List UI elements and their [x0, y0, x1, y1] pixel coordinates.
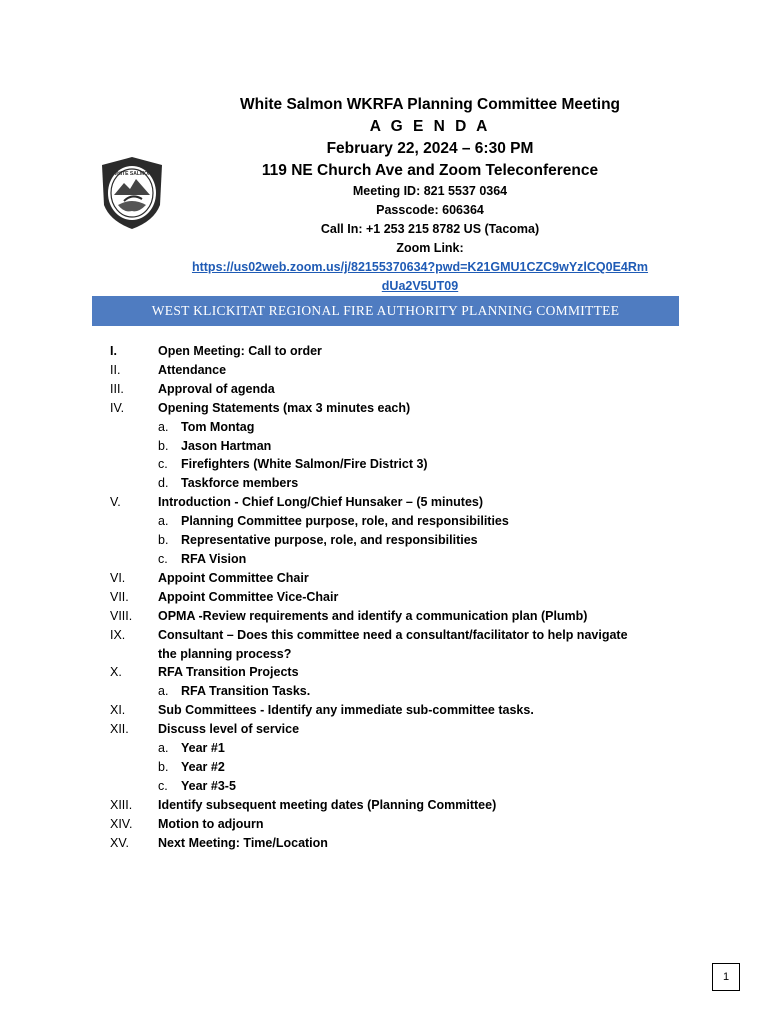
agenda-item-number: XIV. — [110, 816, 133, 831]
agenda-item-number: VIII. — [110, 608, 133, 623]
agenda-item-number: XIII. — [110, 797, 133, 812]
zoom-link[interactable] — [150, 258, 690, 296]
agenda-item — [110, 588, 680, 607]
agenda-item-text: Appoint Committee Vice-Chair — [158, 589, 339, 604]
agenda-subitem — [110, 682, 680, 701]
agenda-subitem-text: Planning Committee purpose, role, and responsibilities — [181, 514, 509, 529]
agenda-subitem-text: Year #2 — [181, 759, 225, 774]
agenda-subitem-letter: d. — [158, 476, 169, 491]
agenda-heading: A G E N D A — [369, 118, 491, 135]
agenda-subitem — [110, 777, 680, 796]
agenda-subitem — [110, 418, 680, 437]
agenda-item — [110, 569, 680, 588]
agenda-item-number: XI. — [110, 703, 126, 718]
agenda-subitem-letter: c. — [158, 778, 168, 793]
meeting-date: February 22, 2024 – 6:30 PM — [326, 140, 534, 157]
agenda-subitem — [110, 550, 680, 569]
agenda-subitem-letter: b. — [158, 759, 169, 774]
agenda-list — [110, 342, 680, 852]
agenda-item — [110, 342, 680, 361]
agenda-item-number: III. — [110, 381, 124, 396]
agenda-item — [110, 493, 680, 512]
agenda-item-text: OPMA -Review requirements and identify a communication plan (Plumb) — [158, 608, 588, 623]
agenda-item — [110, 361, 680, 380]
agenda-item — [110, 834, 680, 853]
agenda-subitem — [110, 531, 680, 550]
agenda-subitem — [110, 437, 680, 456]
meeting-location: 119 NE Church Ave and Zoom Teleconference — [261, 162, 599, 179]
agenda-item — [110, 720, 680, 739]
agenda-item-text: the planning process? — [158, 646, 292, 661]
agenda-item — [110, 701, 680, 720]
agenda-item-number: X. — [110, 665, 122, 680]
agenda-item-number: VI. — [110, 570, 126, 585]
city-seal-icon — [98, 155, 166, 231]
agenda-subitem — [110, 474, 680, 493]
agenda-item-number: II. — [110, 362, 121, 377]
zoom-link-line-1[interactable]: https://us02web.zoom.us/j/82155370634?pwd=K21GMU1CZC9wYzlCQ0E4Rm — [191, 260, 649, 274]
agenda-subitem-text: Year #3-5 — [181, 778, 236, 793]
agenda-subitem-letter: a. — [158, 514, 169, 529]
svg-text:WHITE SALMON: WHITE SALMON — [112, 171, 152, 177]
agenda-subitem — [110, 758, 680, 777]
agenda-item-text: Approval of agenda — [158, 381, 275, 396]
agenda-item-text: Consultant – Does this committee need a consultant/facilitator to help navigate — [158, 627, 628, 642]
agenda-item — [110, 380, 680, 399]
agenda-item-text: Appoint Committee Chair — [158, 570, 309, 585]
agenda-subitem — [110, 455, 680, 474]
agenda-item-number: I. — [110, 344, 117, 358]
agenda-item-number: IX. — [110, 627, 126, 642]
agenda-subitem-letter: b. — [158, 533, 169, 548]
agenda-item — [110, 815, 680, 834]
agenda-item — [110, 663, 680, 682]
agenda-item — [110, 626, 680, 645]
zoom-link-line-2[interactable]: dUa2V5UT09 — [381, 279, 459, 293]
agenda-item-text: RFA Transition Projects — [158, 665, 299, 680]
agenda-subitem-letter: b. — [158, 438, 169, 453]
agenda-subitem-text: Taskforce members — [181, 476, 299, 491]
meeting-title: White Salmon WKRFA Planning Committee Meeting — [239, 96, 621, 113]
agenda-subitem-letter: a. — [158, 419, 169, 434]
agenda-item — [110, 796, 680, 815]
agenda-subitem-text: Year #1 — [181, 741, 225, 756]
agenda-item-text: Sub Committees - Identify any immediate sub-committee tasks. — [158, 703, 534, 718]
agenda-subitem-text: RFA Vision — [181, 551, 247, 566]
agenda-item-text: Next Meeting: Time/Location — [158, 835, 328, 850]
agenda-item-number: VII. — [110, 589, 129, 604]
agenda-item-text: Attendance — [158, 362, 227, 377]
agenda-item-number: IV. — [110, 400, 125, 415]
agenda-item-number: V. — [110, 495, 121, 510]
agenda-subitem-letter: a. — [158, 741, 169, 756]
agenda-subitem-letter: c. — [158, 551, 168, 566]
agenda-item-number: XII. — [110, 722, 129, 737]
agenda-item-text: Open Meeting: Call to order — [158, 344, 322, 358]
agenda-item-text: Introduction - Chief Long/Chief Hunsaker – (5 minutes) — [158, 495, 484, 510]
zoom-link-label: Zoom Link: — [396, 241, 464, 255]
agenda-subitem-letter: a. — [158, 684, 169, 699]
agenda-item-text: Opening Statements (max 3 minutes each) — [158, 400, 411, 415]
meeting-passcode: Passcode: 606364 — [376, 203, 484, 217]
agenda-subitem-text: Firefighters (White Salmon/Fire District 3) — [181, 457, 428, 472]
call-in-number: Call In: +1 253 215 8782 US (Tacoma) — [320, 222, 540, 236]
agenda-subitem-text: RFA Transition Tasks. — [181, 684, 311, 699]
agenda-item-number — [110, 645, 158, 664]
agenda-subitem — [110, 739, 680, 758]
agenda-item-number: XV. — [110, 835, 130, 850]
agenda-subitem-text: Representative purpose, role, and responsibilities — [181, 533, 478, 548]
agenda-item-text: Discuss level of service — [158, 722, 300, 737]
agenda-subitem-letter: c. — [158, 457, 168, 472]
page-number: 1 — [712, 963, 740, 991]
agenda-item-text: Motion to adjourn — [158, 816, 264, 831]
agenda-item — [110, 607, 680, 626]
committee-banner: WEST KLICKITAT REGIONAL FIRE AUTHORITY PLANNING COMMITTEE — [92, 296, 679, 326]
agenda-item — [110, 399, 680, 418]
meeting-header — [160, 94, 700, 258]
agenda-subitem-text: Tom Montag — [181, 419, 255, 434]
meeting-id: Meeting ID: 821 5537 0364 — [352, 184, 508, 198]
agenda-subitem-text: Jason Hartman — [181, 438, 272, 453]
agenda-item — [110, 645, 680, 664]
agenda-subitem — [110, 512, 680, 531]
agenda-item-text: Identify subsequent meeting dates (Planning Committee) — [158, 797, 497, 812]
